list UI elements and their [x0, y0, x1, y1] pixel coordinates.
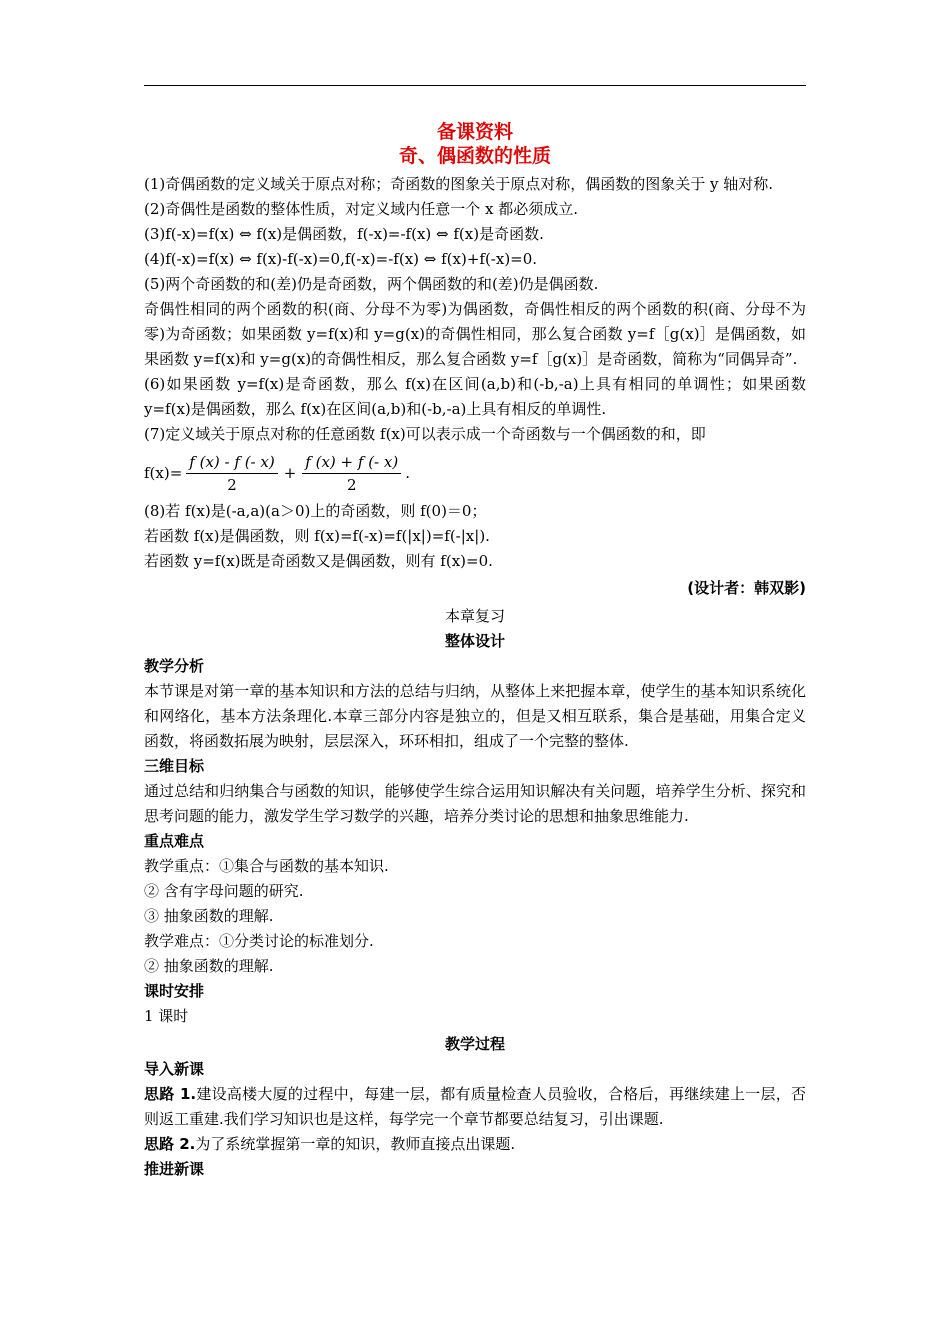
three-goals-text: 通过总结和归纳集合与函数的知识，能够使学生综合运用知识解决有关问题，培养学生分析、探究和思考问题的能力，激发学生学习数学的兴趣，培养分类讨论的思想和抽象思维能力.	[144, 782, 806, 825]
header-rule	[144, 85, 806, 86]
odd-part-numerator: f (x) - f (- x)	[186, 451, 277, 474]
overall-design-heading: 整体设计	[444, 632, 505, 650]
property-6: (6)如果函数 y=f(x)是奇函数，那么 f(x)在区间(a,b)和(-b,-a)上具有相同的单调性；如果函数 y=f(x)是偶函数，那么 f(x)在区间(a,b)和(-b,-a)上具有相反的单调性.	[144, 375, 806, 418]
teaching-analysis-heading: 教学分析	[144, 657, 205, 675]
decomposition-formula	[144, 447, 806, 499]
formula-lhs: f(x)=	[144, 463, 183, 482]
advance-heading: 推进新课	[144, 1160, 205, 1178]
property-5: (5)两个奇函数的和(差)仍是奇函数，两个偶函数的和(差)仍是偶函数.	[144, 275, 599, 293]
property-7: (7)定义域关于原点对称的任意函数 f(x)可以表示成一个奇函数与一个偶函数的和，即	[144, 425, 706, 443]
title-odd-even-properties: 奇、偶函数的性质	[398, 145, 551, 167]
difficulty-1: 教学难点：①分类讨论的标准划分.	[144, 932, 374, 950]
odd-part-denominator: 2	[227, 475, 237, 494]
formula-end: .	[405, 463, 410, 482]
odd-part-fraction	[186, 451, 277, 496]
key-point-2: ② 含有字母问题的研究.	[144, 882, 304, 900]
difficulty-2: ② 抽象函数的理解.	[144, 957, 274, 975]
key-points-heading: 重点难点	[144, 832, 205, 850]
key-point-1: 教学重点：①集合与函数的基本知识.	[144, 857, 389, 875]
even-part-numerator: f (x) + f (- x)	[302, 451, 401, 474]
even-part-fraction	[302, 451, 401, 496]
idea-1-text: 建设高楼大厦的过程中，每建一层，都有质量检查人员验收，合格后，再继续建上一层，否则返工重建.我们学习知识也是这样，每学完一个章节都要总结复习，引出课题.	[144, 1085, 806, 1128]
teaching-process-heading: 教学过程	[444, 1035, 505, 1053]
key-point-3: ③ 抽象函数的理解.	[144, 907, 274, 925]
idea-1-label: 思路 1.	[144, 1085, 197, 1103]
property-8-even: 若函数 f(x)是偶函数，则 f(x)=f(-x)=f(|x|)=f(-|x|).	[144, 527, 490, 545]
teaching-analysis-text: 本节课是对第一章的基本知识和方法的总结与归纳，从整体上来把握本章，使学生的基本知识系统化和网络化，基本方法条理化.本章三部分内容是独立的，但是又相互联系，集合是基础，用集合定义函数，将函数拓展为映射，层层深入，环环相扣，组成了一个完整的整体.	[144, 682, 806, 750]
idea-2-text: 为了系统掌握第一章的知识，教师直接点出课题.	[195, 1135, 516, 1153]
content	[144, 120, 806, 1182]
intro-idea-1	[144, 1082, 806, 1132]
three-goals-heading: 三维目标	[144, 757, 205, 775]
property-8: (8)若 f(x)是(-a,a)(a＞0)上的奇函数，则 f(0)＝0；	[144, 502, 487, 520]
schedule-text: 1 课时	[144, 1007, 189, 1025]
even-part-denominator: 2	[346, 475, 357, 494]
property-3: (3)f(-x)=f(x) ⇔ f(x)是偶函数，f(-x)=-f(x) ⇔ f(x)是奇函数.	[144, 225, 544, 243]
designer-credit: (设计者：韩双影)	[687, 579, 806, 597]
property-2: (2)奇偶性是函数的整体性质，对定义域内任意一个 x 都必须成立.	[144, 200, 579, 218]
intro-heading: 导入新课	[144, 1060, 205, 1078]
chapter-review-heading: 本章复习	[444, 607, 505, 625]
intro-idea-2	[144, 1132, 806, 1157]
title-prep-material: 备课资料	[436, 121, 513, 143]
property-8-both: 若函数 y=f(x)既是奇函数又是偶函数，则有 f(x)=0.	[144, 552, 493, 570]
schedule-heading: 课时安排	[144, 982, 205, 1000]
formula-plus: +	[283, 463, 297, 482]
idea-2-label: 思路 2.	[144, 1135, 196, 1153]
property-1: (1)奇偶函数的定义域关于原点对称；奇函数的图象关于原点对称，偶函数的图象关于 y 轴对称.	[144, 175, 774, 193]
property-4: (4)f(-x)=f(x) ⇔ f(x)-f(-x)=0,f(-x)=-f(x) ⇔ f(x)+f(-x)=0.	[144, 250, 538, 268]
property-5-detail: 奇偶性相同的两个函数的积(商、分母不为零)为偶函数，奇偶性相反的两个函数的积(商、分母不为零)为奇函数；如果函数 y=f(x)和 y=g(x)的奇偶性相同，那么复合函数 y=f［g(x)］是偶函数，如果函数 y=f(x)和 y=g(x)的奇偶性相反，那么复合函数 y=f［g(x)］是奇函数，简称为“同偶异奇”.	[144, 300, 806, 368]
